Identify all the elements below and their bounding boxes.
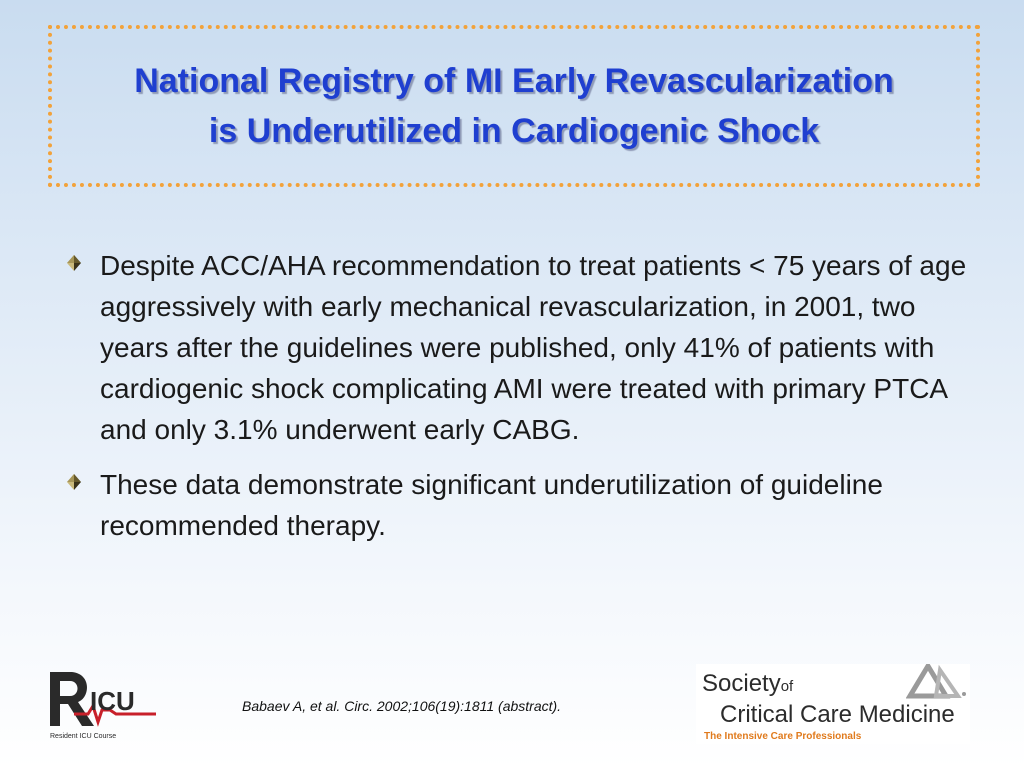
sccm-name: Critical Care Medicine xyxy=(720,701,955,728)
sccm-triangle-icon xyxy=(906,664,968,700)
bullet-arrow-icon xyxy=(66,473,82,491)
bullet-item xyxy=(60,464,970,546)
sccm-of: of xyxy=(780,678,794,695)
sccm-logo xyxy=(696,664,970,744)
ricu-logo-icon xyxy=(44,664,169,744)
sccm-tagline: The Intensive Care Professionals xyxy=(704,731,862,742)
bullet-item xyxy=(60,245,970,450)
slide-title: National Registry of MI Early Revascularization is Underutilized in Cardiogenic Shock xyxy=(134,62,894,150)
citation: Babaev A, et al. Circ. 2002;106(19):1811 (abstract). xyxy=(242,698,562,714)
sccm-society: Societyof xyxy=(702,670,794,697)
title-box xyxy=(48,25,980,187)
bullet-list xyxy=(60,245,970,560)
bullet-arrow-icon xyxy=(66,254,82,272)
bullet-text: These data demonstrate significant underutilization of guideline recommended therapy. xyxy=(100,469,883,541)
bullet-text: Despite ACC/AHA recommendation to treat patients < 75 years of age aggressively with early mechanical revascularization, in 2001, two years after the guidelines were published, only 41% of patients with cardiogenic shock complicating AMI were treated with primary PTCA and only 3.1% underwent early CABG. xyxy=(100,250,967,445)
svg-text:ICU: ICU xyxy=(90,686,135,716)
ricu-subtitle: Resident ICU Course xyxy=(50,733,117,740)
